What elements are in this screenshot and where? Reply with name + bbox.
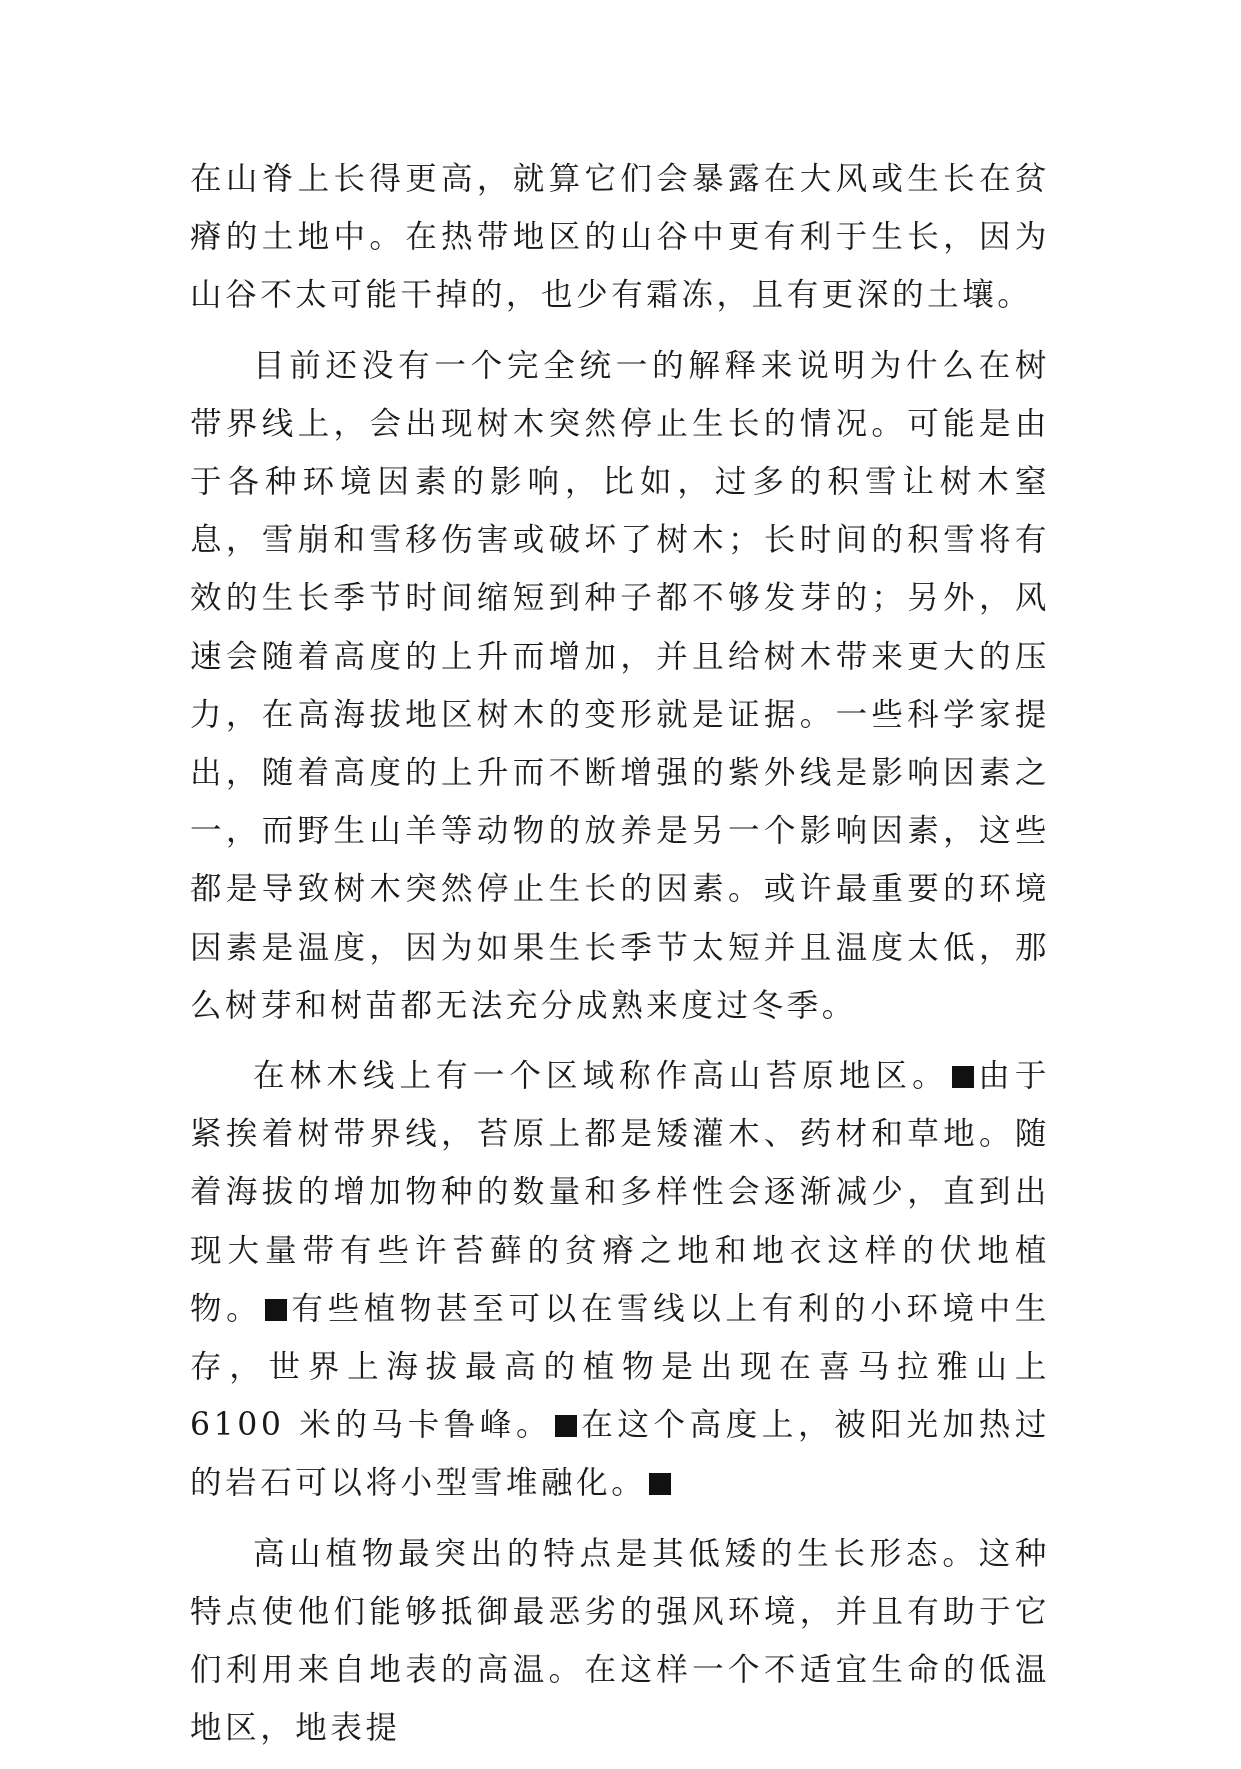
insertion-marker-square-icon[interactable] [649, 1473, 671, 1495]
paragraph-text: 在这个高度上，被阳光加热过的岩石可以将小型雪堆融化。 [190, 1407, 1050, 1502]
paragraph-text: 目前还没有一个完全统一的解释来说明为什么在树带界线上，会出现树木突然停止生长的情况。可能是由于各种环境因素的影响，比如，过多的积雪让树木窒息，雪崩和雪移伤害或破坏了树木；长时间的积雪将有效的生长季节时间缩短到种子都不够发芽的；另外，风速会随着高度的上升而增加，并且给树木带来更大的压力，在高海拔地区树木的变形就是证据。一些科学家提出，随着高度的上升而不断增强的紫外线是影响因素之一，而野生山羊等动物的放养是另一个影响因素，这些都是导致树木突然停止生长的因素。或许最重要的环境因素是温度，因为如果生长季节太短并且温度太低，那么树芽和树苗都无法充分成熟来度过冬季。 [190, 347, 1050, 1024]
insertion-marker-square-icon[interactable] [952, 1066, 974, 1088]
paragraph-2 [190, 337, 1050, 1035]
paragraph-text: 由于紧挨着树带界线，苔原上都是矮灌木、药材和草地。随着海拔的增加物种的数量和多样性会逐渐减少，直到出现大量带有些许苔藓的贫瘠之地和地衣这样的伏地植物。 [190, 1058, 1051, 1327]
paragraph-4 [190, 1525, 1050, 1758]
paragraph-3 [190, 1047, 1050, 1513]
paragraph-text: 有些植物甚至可以在雪线以上有利的小环境中生存，世界上海拔最高的植物是出现在喜马拉雅山上 6100 米的马卡鲁峰。 [190, 1290, 1051, 1444]
paragraph-text: 在山脊上长得更高，就算它们会暴露在大风或生长在贫瘠的土地中。在热带地区的山谷中更有利于生长，因为山谷不太可能干掉的，也少有霜冻，且有更深的土壤。 [190, 161, 1050, 314]
paragraph-1 [190, 150, 1050, 325]
paragraph-text: 在林木线上有一个区域称作高山苔原地区。 [253, 1058, 949, 1095]
paragraph-text: 高山植物最突出的特点是其低矮的生长形态。这种特点使他们能够抵御最恶劣的强风环境，并且有助于它们利用来自地表的高温。在这样一个不适宜生命的低温地区，地表提 [190, 1535, 1050, 1747]
insertion-marker-square-icon[interactable] [555, 1415, 577, 1437]
document-body [190, 150, 1050, 1769]
insertion-marker-square-icon[interactable] [265, 1299, 287, 1321]
